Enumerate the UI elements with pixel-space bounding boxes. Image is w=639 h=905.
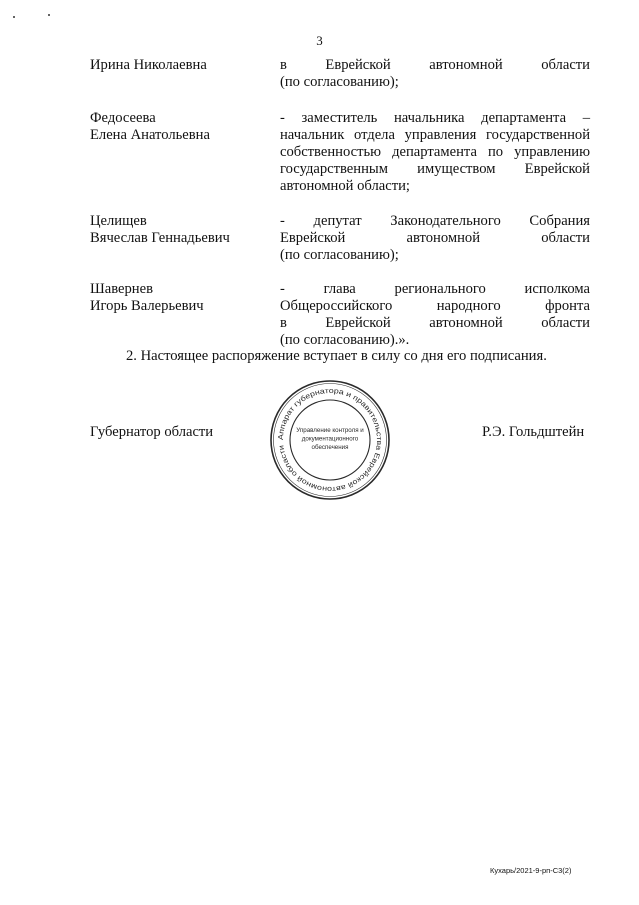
member-role-line: Еврейской автономной области	[280, 230, 590, 246]
member-name	[90, 110, 270, 144]
member-name-line: Ирина Николаевна	[90, 57, 207, 73]
member-role-line: - заместитель начальника департамента –	[280, 110, 590, 126]
member-role-line: в Еврейской автономной области	[280, 315, 590, 331]
member-name-line: Целищев	[90, 213, 147, 229]
seal-ring-text-path: Аппарат губернатора и правительства Еврейской автономной области	[275, 385, 385, 495]
member-role-line: (по согласованию);	[280, 74, 399, 90]
member-name	[90, 281, 270, 315]
page-number: 3	[316, 33, 323, 48]
member-role	[280, 281, 590, 349]
member-role-line: начальник отдела управления государственной	[280, 127, 590, 143]
member-role-line: Общероссийского народного фронта	[280, 298, 590, 314]
member-role-line: государственным имуществом Еврейской	[280, 161, 590, 177]
member-role	[280, 213, 590, 264]
member-name-line: Елена Анатольевна	[90, 127, 210, 143]
member-name-line: Федосеева	[90, 110, 156, 126]
seal-center-line: документационного	[301, 435, 359, 443]
member-name-line: Игорь Валерьевич	[90, 298, 204, 314]
scan-speck	[48, 14, 50, 16]
member-name-line: Шавернев	[90, 281, 153, 297]
member-role-line: собственностью департамента по управлению	[280, 144, 590, 160]
member-role	[280, 57, 590, 91]
seal-center-line: обеспечения	[311, 444, 349, 451]
signatory-title: Губернатор области	[90, 424, 214, 440]
clause-2: 2. Настоящее распоряжение вступает в силу со дня его подписания.	[126, 348, 547, 364]
member-role-line: автономной области;	[280, 178, 410, 194]
member-role-line: в Еврейской автономной области	[280, 57, 590, 73]
member-name-line: Вячеслав Геннадьевич	[90, 230, 230, 246]
member-name	[90, 57, 270, 74]
member-role-line: (по согласованию);	[280, 247, 399, 263]
official-seal	[268, 378, 392, 502]
member-role-line: (по согласованию).».	[280, 332, 410, 348]
seal-center-line: Управление контроля и	[296, 427, 364, 434]
document-code: Кухарь/2021-9-рп-С3(2)	[490, 866, 572, 875]
member-role-line: - депутат Законодательного Собрания	[280, 213, 590, 229]
signatory-name: Р.Э. Гольдштейн	[482, 424, 585, 440]
member-role-line: - глава регионального исполкома	[280, 281, 590, 297]
member-name	[90, 213, 270, 247]
scan-speck	[13, 16, 15, 18]
member-role	[280, 110, 590, 195]
